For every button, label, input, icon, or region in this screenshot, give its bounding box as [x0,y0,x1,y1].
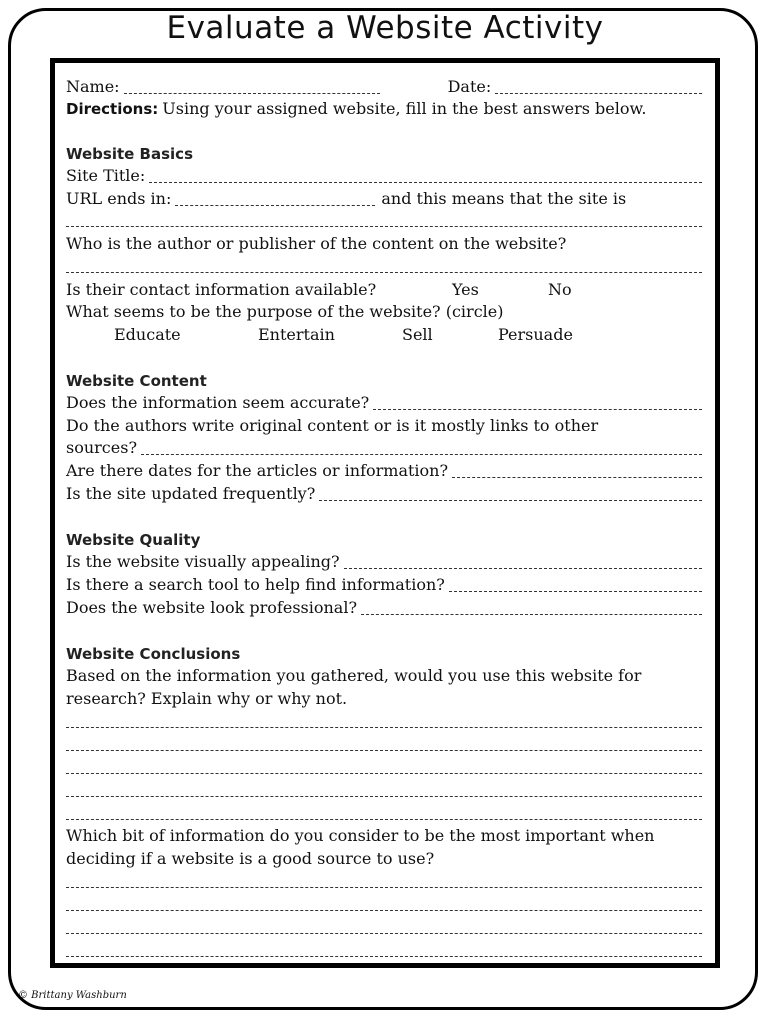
updated-question: Is the site updated frequently? [66,484,316,503]
means-blank[interactable] [66,226,702,227]
site-title-row [66,165,702,187]
url-blank[interactable] [175,204,375,206]
site-title-label: Site Title: [66,166,146,185]
directions-label: Directions: [66,100,159,118]
original-blank[interactable] [141,453,702,455]
accurate-row [66,392,702,414]
purpose-persuade-option[interactable]: Persuade [498,325,573,344]
directions-text: Using your assigned website, fill in the best answers below. [162,99,647,118]
conclusions-heading: Website Conclusions [66,645,241,663]
research-answer-line[interactable] [66,727,702,728]
search-question: Is there a search tool to help find information? [66,575,445,594]
means-label: and this means that the site is [381,189,627,208]
author-question: Who is the author or publisher of the content on the website? [66,234,567,253]
important-answer-line[interactable] [66,933,702,934]
name-label: Name: [66,77,120,96]
contact-yes-option[interactable]: Yes [452,280,479,299]
professional-row [66,597,702,619]
purpose-sell-option[interactable]: Sell [402,325,433,344]
accurate-blank[interactable] [373,408,702,410]
important-question-line1: Which bit of information do you consider to be the most important when [66,826,655,845]
purpose-question: What seems to be the purpose of the website? (circle) [66,302,504,321]
research-question-line1: Based on the information you gathered, would you use this website for [66,666,642,685]
professional-blank[interactable] [361,613,702,615]
dates-blank[interactable] [452,476,702,478]
research-answer-line[interactable] [66,773,702,774]
date-label: Date: [447,77,492,96]
updated-row [66,483,702,505]
original-question-line2: sources? [66,438,138,457]
research-answer-line[interactable] [66,819,702,820]
important-answer-line[interactable] [66,910,702,911]
author-signature: © Brittany Washburn [18,990,127,1001]
author-blank[interactable] [66,272,702,273]
research-answer-line[interactable] [66,796,702,797]
basics-heading: Website Basics [66,145,194,163]
research-question-line2: research? Explain why or why not. [66,689,348,708]
important-answer-line[interactable] [66,956,702,957]
page-title: Evaluate a Website Activity [166,10,604,46]
contact-no-option[interactable]: No [548,280,572,299]
visual-blank[interactable] [344,567,702,569]
important-answer-line[interactable] [66,887,702,888]
content-heading: Website Content [66,372,207,390]
updated-blank[interactable] [319,499,702,501]
visual-row [66,551,702,573]
important-question-line2: deciding if a website is a good source to use? [66,849,435,868]
url-row [66,188,702,210]
contact-row [66,279,702,301]
contact-question: Is their contact information available? [66,280,377,299]
purpose-educate-option[interactable]: Educate [114,325,181,344]
search-blank[interactable] [449,590,702,592]
search-row [66,574,702,596]
name-date-row [66,76,702,98]
url-label: URL ends in: [66,189,172,208]
original-question-line1: Do the authors write original content or is it mostly links to other [66,416,599,435]
dates-row [66,460,702,482]
accurate-question: Does the information seem accurate? [66,393,370,412]
visual-question: Is the website visually appealing? [66,552,340,571]
purpose-options [66,324,702,346]
research-answer-line[interactable] [66,750,702,751]
purpose-entertain-option[interactable]: Entertain [258,325,335,344]
quality-heading: Website Quality [66,531,201,549]
professional-question: Does the website look professional? [66,598,358,617]
original-row [66,437,702,459]
directions-row [66,98,702,120]
site-title-blank[interactable] [149,181,702,183]
dates-question: Are there dates for the articles or information? [66,461,449,480]
name-blank[interactable] [124,92,380,94]
date-blank[interactable] [495,92,702,94]
